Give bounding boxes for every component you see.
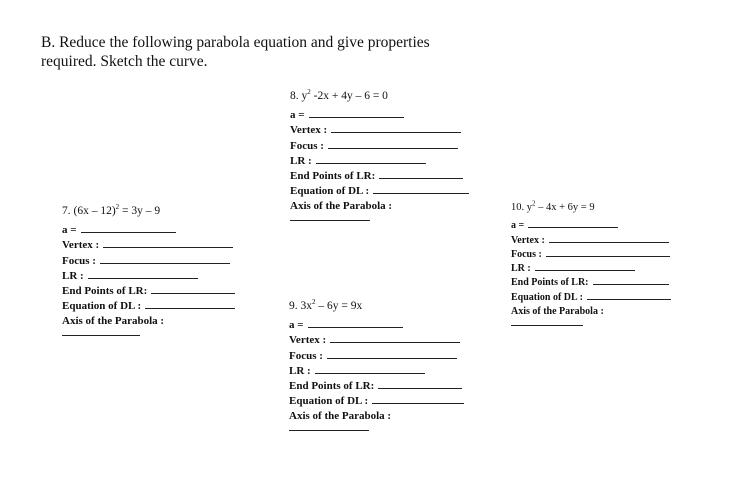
axis-field: Axis of the Parabola :: [511, 306, 604, 318]
lr-field[interactable]: LR :: [289, 362, 464, 377]
axis-answer-line[interactable]: [511, 325, 583, 326]
endpoints-field[interactable]: End Points of LR:: [290, 167, 469, 182]
vertex-field[interactable]: Vertex :: [289, 331, 464, 346]
problem-7: [62, 205, 235, 336]
focus-field[interactable]: Focus :: [290, 136, 469, 151]
axis-field: Axis of the Parabola :: [290, 200, 393, 213]
problem-9: [289, 300, 464, 431]
instructions-line-2: required. Sketch the curve.: [41, 53, 208, 70]
endpoints-field[interactable]: End Points of LR:: [62, 282, 235, 297]
axis-field: Axis of the Parabola :: [289, 410, 392, 423]
problem-7-equation: 7. (6x – 12)$^2$ = 3y – 9: [62, 203, 161, 217]
vertex-field[interactable]: Vertex :: [290, 121, 469, 136]
endpoints-field[interactable]: End Points of LR:: [289, 377, 464, 392]
problem-10: [511, 199, 671, 326]
axis-answer-line[interactable]: [289, 430, 369, 431]
dl-field[interactable]: Equation of DL :: [511, 288, 671, 302]
lr-field[interactable]: LR :: [62, 267, 235, 282]
a-field[interactable]: a =: [290, 106, 469, 121]
instructions: [41, 33, 501, 71]
axis-answer-line[interactable]: [62, 335, 140, 336]
lr-field[interactable]: LR :: [511, 260, 671, 274]
axis-answer-line[interactable]: [290, 220, 370, 221]
instructions-line-1: B. Reduce the following parabola equation and give properties: [41, 34, 430, 51]
lr-field[interactable]: LR :: [290, 152, 469, 167]
a-field[interactable]: a =: [289, 316, 464, 331]
focus-field[interactable]: Focus :: [62, 251, 235, 266]
vertex-field[interactable]: Vertex :: [511, 231, 671, 245]
dl-field[interactable]: Equation of DL :: [289, 392, 464, 407]
problem-8: [290, 90, 469, 221]
dl-field[interactable]: Equation of DL :: [290, 182, 469, 197]
a-field[interactable]: a =: [511, 217, 671, 231]
focus-field[interactable]: Focus :: [511, 246, 671, 260]
vertex-field[interactable]: Vertex :: [62, 236, 235, 251]
dl-field[interactable]: Equation of DL :: [62, 297, 235, 312]
axis-field: Axis of the Parabola :: [62, 315, 165, 328]
problem-9-equation: 9. $3x^2 - 6y = 9x$: [289, 298, 363, 312]
focus-field[interactable]: Focus :: [289, 346, 464, 361]
a-field[interactable]: a =: [62, 221, 235, 236]
problem-10-equation: 10. $y^2 - 4x + 6y = 9$: [511, 199, 595, 213]
endpoints-field[interactable]: End Points of LR:: [511, 274, 671, 288]
problem-8-equation: 8. $y^2$ -2x + 4y – 6 = 0: [290, 88, 388, 102]
